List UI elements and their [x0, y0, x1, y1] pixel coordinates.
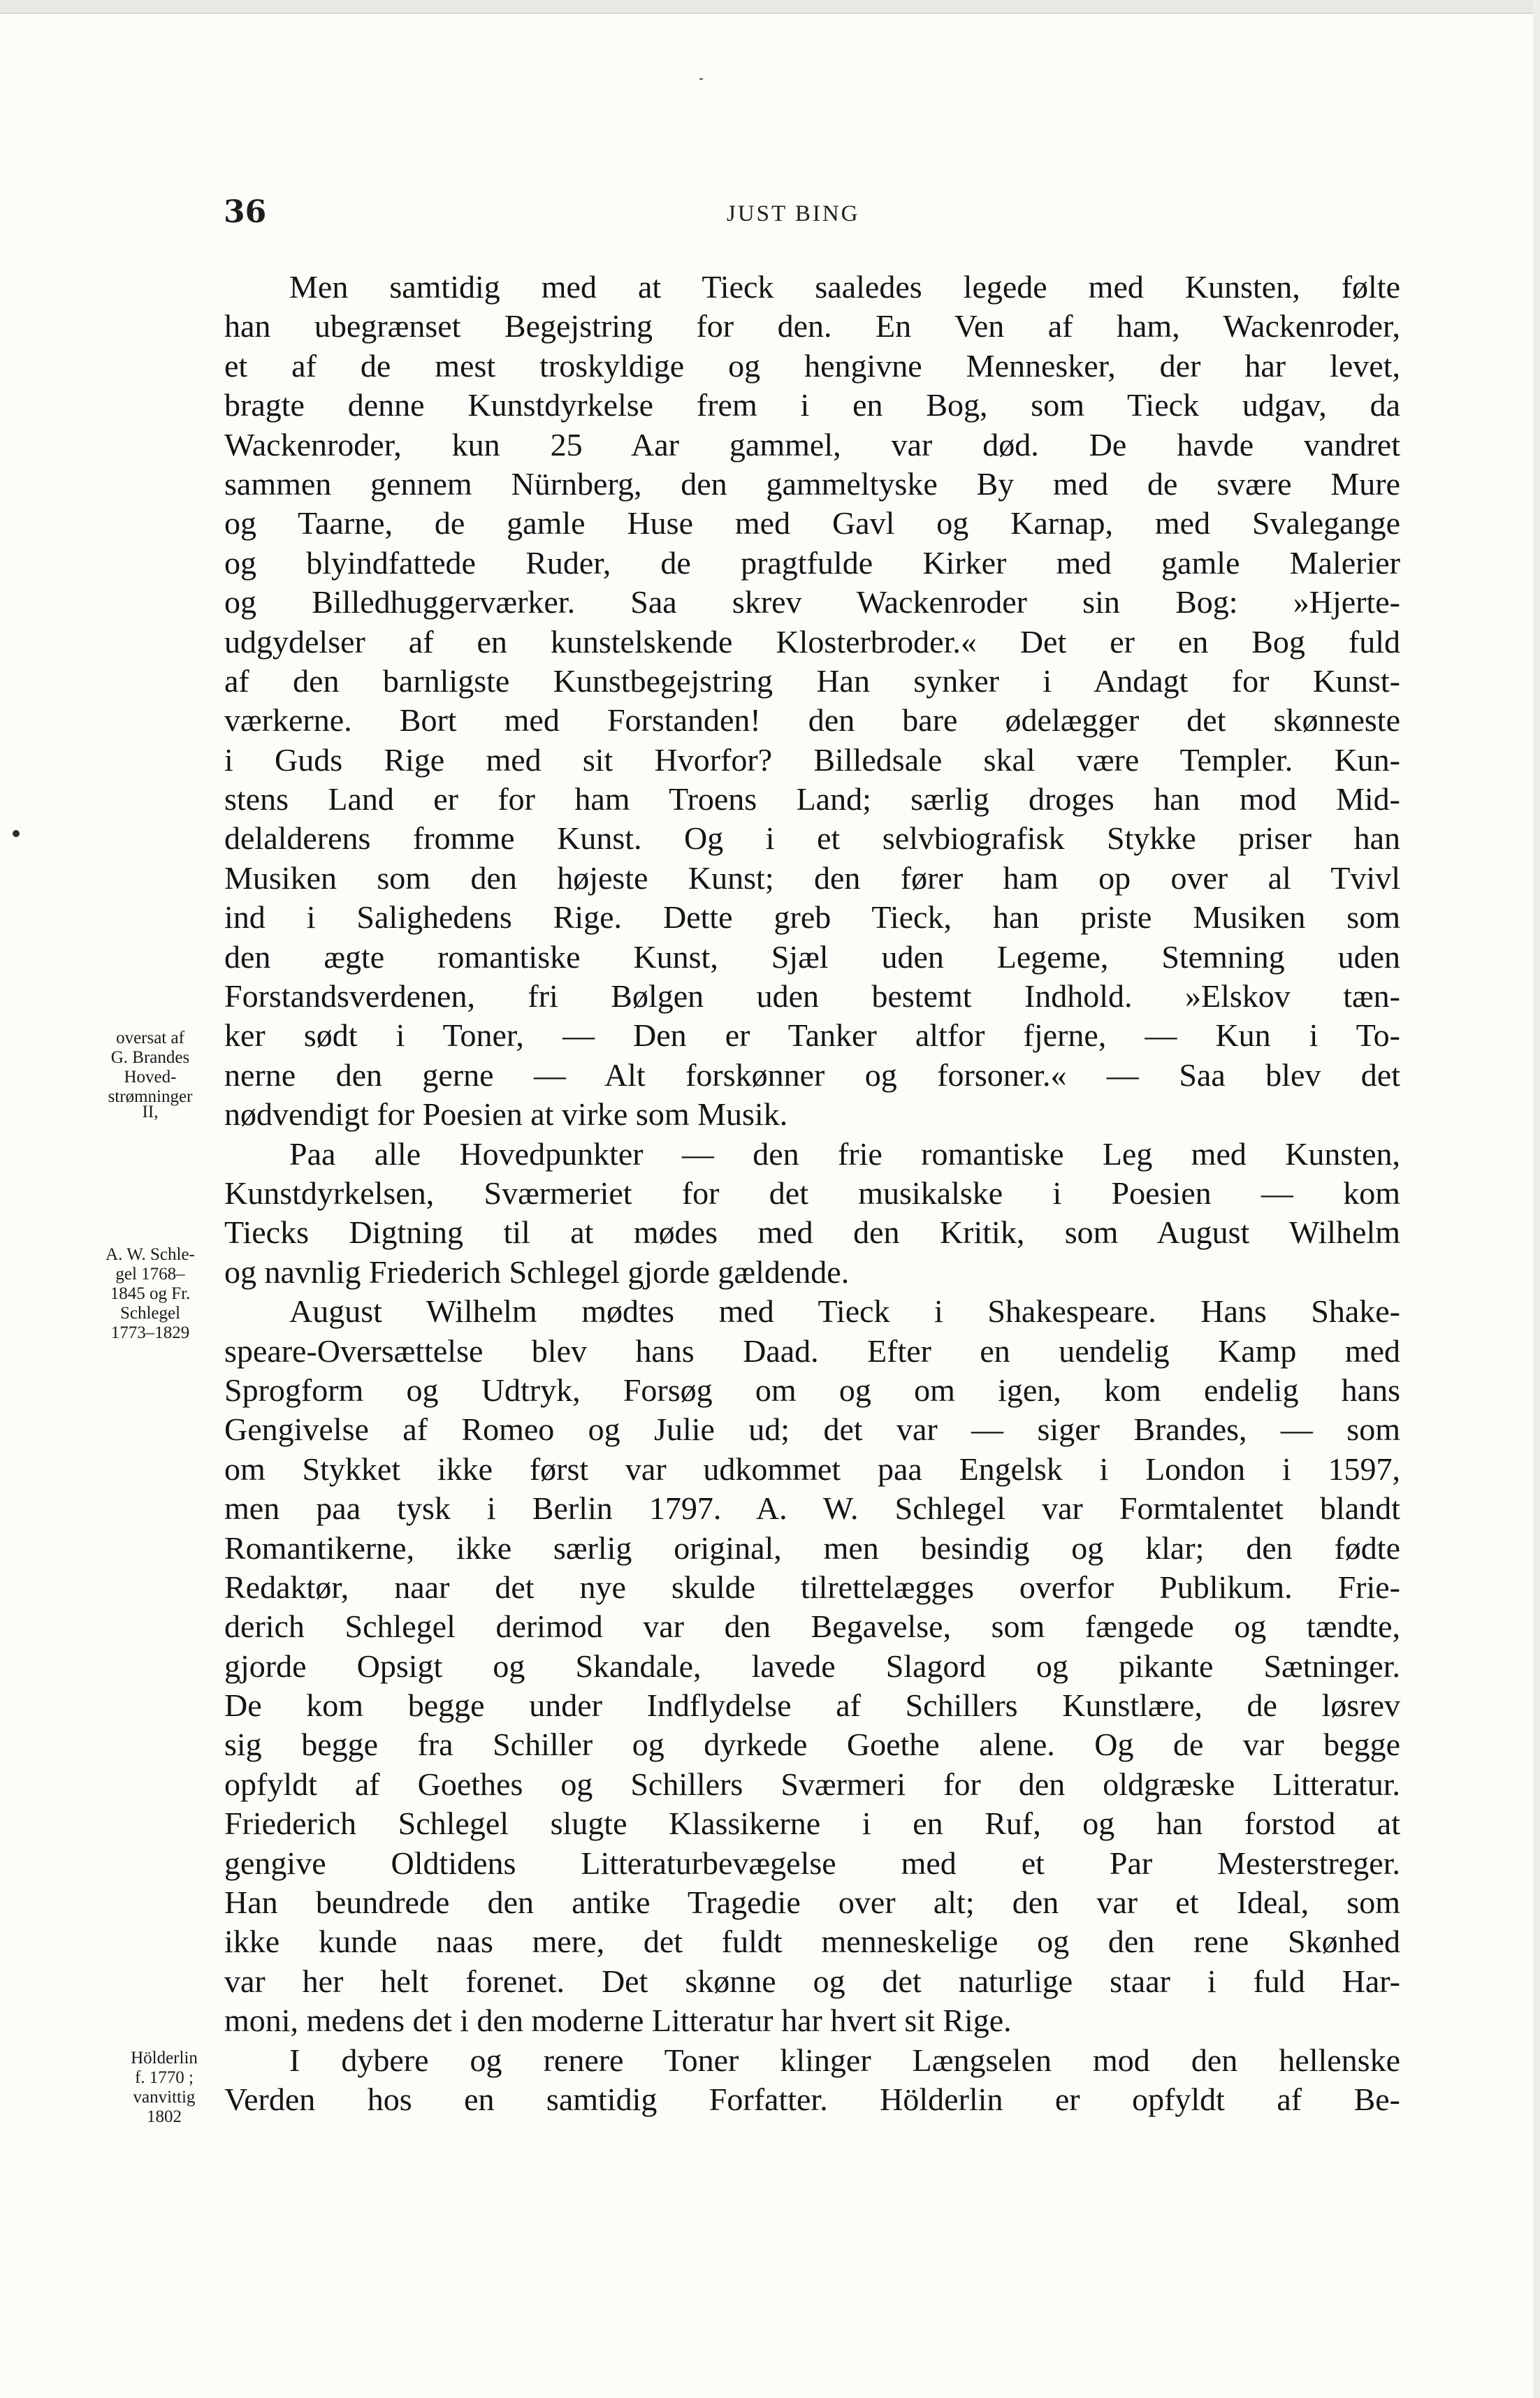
text-line: nødvendigt for Poesien at virke som Musik. [224, 1096, 788, 1133]
text-line: udgydelser af en kunstelskende Klosterbroder.« Det er en Bog fuld [224, 623, 1400, 660]
text-line: et af de mest troskyldige og hengivne Mennesker, der har levet, [224, 347, 1400, 384]
text-line: den ægte romantiske Kunst, Sjæl uden Legeme, Stemning uden [224, 938, 1400, 975]
margin-note-line: II, [142, 1103, 159, 1121]
text-line: nerne den gerne — Alt forskønner og forsoner.« — Saa blev det [224, 1056, 1400, 1093]
text-line: han ubegrænset Begejstring for den. En Ven af ham, Wackenroder, [224, 308, 1400, 344]
margin-note-line: gel 1768– [115, 1265, 185, 1284]
text-line: Han beundrede den antike Tragedie over alt; den var et Ideal, som [224, 1884, 1400, 1921]
text-line: Wackenroder, kun 25 Aar gammel, var død. De havde vandret [224, 426, 1400, 463]
text-line: August Wilhelm mødtes med Tieck i Shakespeare. Hans Shake- [289, 1293, 1400, 1330]
text-line: gjorde Opsigt og Skandale, lavede Slagord og pikante Sætninger. [224, 1648, 1400, 1684]
margin-dot-mark [13, 830, 20, 837]
text-line: værkerne. Bort med Forstanden! den bare ødelægger det skønneste [224, 702, 1400, 739]
margin-note-holderlin [98, 2049, 231, 2127]
margin-note-line: Hoved- [124, 1068, 177, 1087]
margin-note-schlegel [84, 1245, 217, 1343]
text-line: og navnlig Friederich Schlegel gjorde gældende. [224, 1254, 850, 1290]
scan-top-edge [0, 0, 1540, 14]
margin-note-line: G. Brandes [110, 1048, 190, 1067]
text-line: delalderens fromme Kunst. Og i et selvbiografisk Stykke priser han [224, 820, 1400, 857]
margin-note-line: strømninger [108, 1087, 193, 1106]
text-line: Men samtidig med at Tieck saaledes legede med Kunsten, følte [289, 269, 1400, 305]
margin-note-line: 1773–1829 [110, 1323, 190, 1342]
text-line: og Taarne, de gamle Huse med Gavl og Karnap, med Svalegange [224, 505, 1400, 542]
margin-note-line: Schlegel [119, 1304, 181, 1323]
page-header [0, 194, 1540, 236]
text-line: af den barnligste Kunstbegejstring Han synker i Andagt for Kunst- [224, 662, 1400, 699]
text-line: Romantikerne, ikke særlig original, men besindig og klar; den fødte [224, 1529, 1400, 1566]
text-line: Tiecks Digtning til at mødes med den Kritik, som August Wilhelm [224, 1214, 1400, 1251]
margin-note-line: f. 1770 ; [134, 2068, 194, 2087]
text-line: sig begge fra Schiller og dyrkede Goethe alene. Og de var begge [224, 1727, 1400, 1763]
text-line: moni, medens det i den moderne Litteratur har hvert sit Rige. [224, 2003, 1012, 2039]
text-line: Redaktør, naar det nye skulde tilrettelægges overfor Publikum. Frie- [224, 1569, 1400, 1605]
text-line: Paa alle Hovedpunkter — den frie romantiske Leg med Kunsten, [289, 1135, 1400, 1172]
text-line: ind i Salighedens Rige. Dette greb Tieck, han priste Musiken som [224, 899, 1400, 936]
text-line: og blyindfattede Ruder, de pragtfulde Kirker med gamle Malerier [224, 544, 1400, 581]
running-head: JUST BING [727, 201, 860, 226]
text-line: om Stykket ikke først var udkommet paa Engelsk i London i 1597, [224, 1451, 1400, 1487]
text-line: og Billedhuggerværker. Saa skrev Wackenroder sin Bog: »Hjerte- [224, 584, 1400, 620]
text-line: Friederich Schlegel slugte Klassikerne i en Ruf, og han forstod at [224, 1805, 1400, 1842]
text-line: Sprogform og Udtryk, Forsøg om og om igen, kom endelig hans [224, 1372, 1400, 1408]
text-line: I dybere og renere Toner klinger Længselen mod den hellenske [289, 2042, 1400, 2078]
text-line: sammen gennem Nürnberg, den gammeltyske By med de svære Mure [224, 465, 1400, 502]
text-line: stens Land er for ham Troens Land; særlig droges han mod Mid- [224, 781, 1400, 818]
page-number: 36 [224, 194, 267, 230]
body-text [224, 268, 1400, 2119]
text-line: opfyldt af Goethes og Schillers Sværmeri for den oldgræske Litteratur. [224, 1766, 1400, 1802]
margin-note-line: A. W. Schle- [106, 1245, 195, 1264]
text-line: ikke kunde naas mere, det fuldt menneskelige og den rene Skønhed [224, 1924, 1400, 1960]
text-line: De kom begge under Indflydelse af Schillers Kunstlære, de løsrev [224, 1687, 1400, 1724]
text-line: Gengivelse af Romeo og Julie ud; det var — siger Brandes, — som [224, 1411, 1400, 1448]
text-line: var her helt forenet. Det skønne og det naturlige staar i fuld Har- [224, 1963, 1400, 1999]
margin-note-line: 1845 og Fr. [110, 1284, 191, 1303]
margin-note-brandes [84, 1029, 217, 1122]
text-line: gengive Oldtidens Litteraturbevægelse med et Par Mesterstreger. [224, 1845, 1400, 1881]
scan-speck [699, 78, 703, 80]
text-line: i Guds Rige med sit Hvorfor? Billedsale skal være Templer. Kun- [224, 741, 1400, 778]
scan-right-edge [1533, 0, 1540, 2398]
text-line: ker sødt i Toner, — Den er Tanker altfor fjerne, — Kun i To- [224, 1017, 1400, 1054]
margin-note-line: oversat af [116, 1029, 184, 1047]
text-line: speare-Oversættelse blev hans Daad. Efter en uendelig Kamp med [224, 1332, 1400, 1369]
text-line: derich Schlegel derimod var den Begavelse, som fængede og tændte, [224, 1608, 1400, 1645]
text-line: Forstandsverdenen, fri Bølgen uden bestemt Indhold. »Elskov tæn- [224, 978, 1400, 1015]
text-line: men paa tysk i Berlin 1797. A. W. Schlegel var Formtalentet blandt [224, 1490, 1400, 1527]
text-line: bragte denne Kunstdyrkelse frem i en Bog, som Tieck udgav, da [224, 387, 1400, 423]
text-line: Musiken som den højeste Kunst; den fører ham op over al Tvivl [224, 859, 1400, 896]
margin-note-line: 1802 [147, 2107, 182, 2126]
margin-note-line: vanvittig [133, 2088, 196, 2107]
text-line: Verden hos en samtidig Forfatter. Hölderlin er opfyldt af Be- [224, 2081, 1400, 2117]
margin-note-line: Hölderlin [131, 2049, 198, 2068]
text-line: Kunstdyrkelsen, Sværmeriet for det musikalske i Poesien — kom [224, 1175, 1400, 1211]
